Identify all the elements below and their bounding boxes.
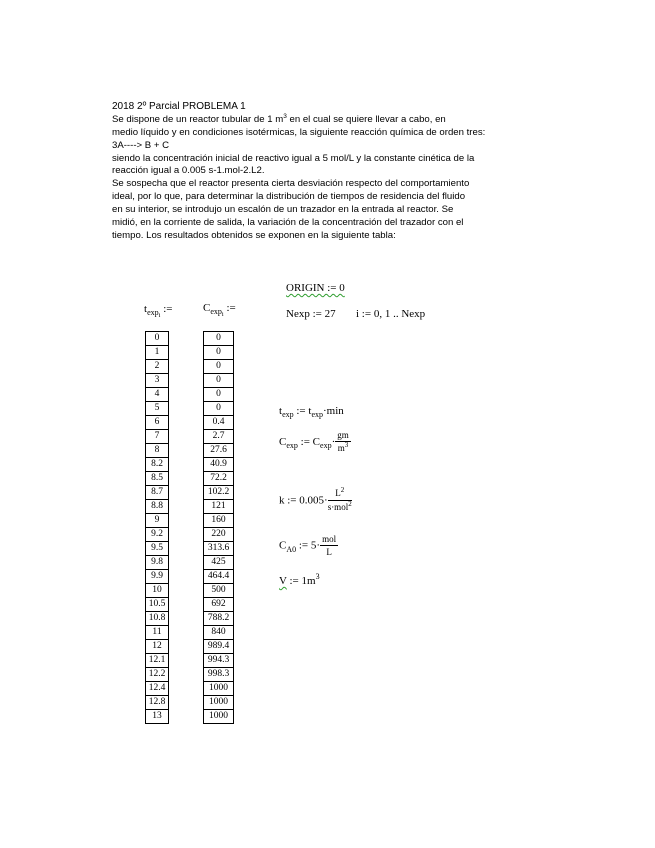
c_exp-cell[interactable]: 464.4 xyxy=(204,570,234,584)
t_exp-cell[interactable]: 7 xyxy=(146,430,169,444)
t_exp-cell[interactable]: 11 xyxy=(146,626,169,640)
t-exp-header[interactable]: $t_{exp_i}$ := xyxy=(144,303,173,319)
t_exp-row xyxy=(146,640,169,654)
c_exp-cell[interactable]: 27.6 xyxy=(204,444,234,458)
t_exp-row xyxy=(146,668,169,682)
c_exp-cell[interactable]: 1000 xyxy=(204,696,234,710)
c_exp-cell[interactable]: 989.4 xyxy=(204,640,234,654)
c_exp-cell[interactable]: 1000 xyxy=(204,682,234,696)
c_exp-row xyxy=(204,486,234,500)
t_exp-row xyxy=(146,346,169,360)
t_exp-row xyxy=(146,416,169,430)
c_exp-row xyxy=(204,556,234,570)
problem-line-8: en su interior, se introdujo un escalón de un trazador en la entrada al reactor. Se xyxy=(112,204,454,216)
t_exp-row xyxy=(146,710,169,724)
problem-line-10: tiempo. Los resultados obtenidos se exponen en la siguiente tabla: xyxy=(112,229,396,241)
t_exp-row xyxy=(146,500,169,514)
t_exp-row xyxy=(146,682,169,696)
problem-line-1: Se dispone de un reactor tubular de 1 $m^3$ en el cual se quiere llevar a cabo, en xyxy=(112,112,446,125)
c-exp-units[interactable]: $C_{exp}$ := $C_{exp}\cdot$ $\frac{gm}{m^3}$ xyxy=(279,430,349,453)
t_exp-cell[interactable]: 13 xyxy=(146,710,169,724)
reaction-equation: 3A----> B + C xyxy=(112,139,170,151)
t-exp-units[interactable]: $t_{exp}$ := $t_{exp}\cdot\min$ xyxy=(279,405,344,419)
t_exp-cell[interactable]: 12 xyxy=(146,640,169,654)
t_exp-cell[interactable]: 12.1 xyxy=(146,654,169,668)
c_exp-row xyxy=(204,612,234,626)
c_exp-row xyxy=(204,444,234,458)
c_exp-cell[interactable]: 2.7 xyxy=(204,430,234,444)
ca0-fraction: $\frac{\text{mol}}{L}$ xyxy=(322,534,337,557)
problem-line-7: ideal, por lo que, para determinar la distribución de tiempos de residencia del fluido xyxy=(112,191,466,203)
c_exp-cell[interactable]: 72.2 xyxy=(204,472,234,486)
c_exp-cell[interactable]: 0 xyxy=(204,388,234,402)
t_exp-row xyxy=(146,472,169,486)
c_exp-cell[interactable]: 500 xyxy=(204,584,234,598)
c_exp-cell[interactable]: 0 xyxy=(204,360,234,374)
c_exp-cell[interactable]: 0 xyxy=(204,374,234,388)
t_exp-row xyxy=(146,528,169,542)
c_exp-cell[interactable]: 0 xyxy=(204,346,234,360)
c_exp-cell[interactable]: 788.2 xyxy=(204,612,234,626)
t_exp-cell[interactable]: 10 xyxy=(146,584,169,598)
problem-line-5: reacción igual a 0.005 s-1.mol-2.L2. xyxy=(112,165,265,177)
c_exp-row xyxy=(204,584,234,598)
t_exp-cell[interactable]: 9.9 xyxy=(146,570,169,584)
c_exp-cell[interactable]: 220 xyxy=(204,528,234,542)
t_exp-row xyxy=(146,458,169,472)
c_exp-cell[interactable]: 40.9 xyxy=(204,458,234,472)
c_exp-row xyxy=(204,458,234,472)
t_exp-cell[interactable]: 9.2 xyxy=(146,528,169,542)
c_exp-row xyxy=(204,374,234,388)
c_exp-cell[interactable]: 121 xyxy=(204,500,234,514)
t_exp-cell[interactable]: 9.5 xyxy=(146,542,169,556)
c_exp-row xyxy=(204,402,234,416)
t_exp-cell[interactable]: 9 xyxy=(146,514,169,528)
c_exp-row xyxy=(204,640,234,654)
t_exp-row xyxy=(146,486,169,500)
t_exp-row xyxy=(146,570,169,584)
c_exp-row xyxy=(204,570,234,584)
c_exp-row xyxy=(204,682,234,696)
problem-line-4: siendo la concentración inicial de reactivo igual a 5 mol/L y la constante cinética de la xyxy=(112,152,475,164)
nexp-definition[interactable]: Nexp := 27 xyxy=(286,308,336,320)
c-unit-fraction: $\frac{gm}{m^3}$ xyxy=(337,430,349,453)
c_exp-row xyxy=(204,654,234,668)
t_exp-cell[interactable]: 9.8 xyxy=(146,556,169,570)
t_exp-row xyxy=(146,388,169,402)
t_exp-row xyxy=(146,430,169,444)
t_exp-cell[interactable]: 10.5 xyxy=(146,598,169,612)
c_exp-cell[interactable]: 1000 xyxy=(204,710,234,724)
t_exp-row xyxy=(146,542,169,556)
c-exp-table[interactable] xyxy=(203,331,234,724)
c_exp-cell[interactable]: 160 xyxy=(204,514,234,528)
c_exp-row xyxy=(204,500,234,514)
t_exp-row xyxy=(146,584,169,598)
t_exp-row xyxy=(146,626,169,640)
c_exp-row xyxy=(204,668,234,682)
t_exp-cell[interactable]: 12.2 xyxy=(146,668,169,682)
t_exp-row xyxy=(146,612,169,626)
c_exp-row xyxy=(204,360,234,374)
origin-definition[interactable]: ORIGIN := 0 xyxy=(286,282,345,294)
t_exp-row xyxy=(146,598,169,612)
c_exp-row xyxy=(204,332,234,346)
c_exp-row xyxy=(204,710,234,724)
range-definition[interactable]: i := 0, 1 .. Nexp xyxy=(356,308,426,320)
c_exp-row xyxy=(204,598,234,612)
k-definition[interactable]: k := 0.005· $\frac{L^2}{s\cdot mol^2}$ xyxy=(279,486,352,512)
t_exp-cell[interactable]: 12.4 xyxy=(146,682,169,696)
c_exp-cell[interactable]: 0 xyxy=(204,332,234,346)
problem-title: 2018 2º Parcial PROBLEMA 1 xyxy=(112,101,246,112)
volume-definition[interactable]: V := $1m^3$ xyxy=(279,572,320,587)
problem-line-2: medio líquido y en condiciones isotérmicas, la siguiente reacción química de orden tres: xyxy=(112,126,486,138)
c_exp-row xyxy=(204,528,234,542)
t_exp-cell[interactable]: 4 xyxy=(146,388,169,402)
t_exp-cell[interactable]: 10.8 xyxy=(146,612,169,626)
t_exp-row xyxy=(146,654,169,668)
c_exp-row xyxy=(204,416,234,430)
c_exp-row xyxy=(204,696,234,710)
t_exp-row xyxy=(146,696,169,710)
t_exp-cell[interactable]: 2 xyxy=(146,360,169,374)
c_exp-row xyxy=(204,430,234,444)
t_exp-cell[interactable]: 8.7 xyxy=(146,486,169,500)
c_exp-cell[interactable]: 840 xyxy=(204,626,234,640)
c_exp-cell[interactable]: 102.2 xyxy=(204,486,234,500)
t_exp-row xyxy=(146,332,169,346)
t_exp-row xyxy=(146,514,169,528)
t_exp-cell[interactable]: 3 xyxy=(146,374,169,388)
t_exp-row xyxy=(146,374,169,388)
t_exp-cell[interactable]: 8.2 xyxy=(146,458,169,472)
c_exp-row xyxy=(204,514,234,528)
ca0-definition[interactable]: $C_{A0}$ := 5· $\frac{\text{mol}}{L}$ xyxy=(279,534,337,557)
c_exp-cell[interactable]: 994.3 xyxy=(204,654,234,668)
c_exp-cell[interactable]: 0.4 xyxy=(204,416,234,430)
c_exp-row xyxy=(204,542,234,556)
c_exp-row xyxy=(204,472,234,486)
c_exp-cell[interactable]: 425 xyxy=(204,556,234,570)
t-exp-table[interactable] xyxy=(145,331,169,724)
t_exp-cell[interactable]: 6 xyxy=(146,416,169,430)
t_exp-row xyxy=(146,360,169,374)
c_exp-row xyxy=(204,346,234,360)
t_exp-cell[interactable]: 12.8 xyxy=(146,696,169,710)
t_exp-cell[interactable]: 8.8 xyxy=(146,500,169,514)
c-exp-header[interactable]: $C_{exp_i}$ := xyxy=(203,302,236,318)
t_exp-cell[interactable]: 0 xyxy=(146,332,169,346)
t_exp-row xyxy=(146,402,169,416)
problem-line-6: Se sospecha que el reactor presenta cierta desviación respecto del comportamiento xyxy=(112,178,470,190)
t_exp-row xyxy=(146,444,169,458)
t_exp-cell[interactable]: 5 xyxy=(146,402,169,416)
c_exp-cell[interactable]: 998.3 xyxy=(204,668,234,682)
c_exp-row xyxy=(204,626,234,640)
problem-line-9: midió, en la corriente de salida, la variación de la concentración del trazador con el xyxy=(112,217,464,229)
t_exp-cell[interactable]: 8 xyxy=(146,444,169,458)
c_exp-cell[interactable]: 692 xyxy=(204,598,234,612)
t_exp-row xyxy=(146,556,169,570)
problem-statement xyxy=(112,101,512,243)
c_exp-cell[interactable]: 0 xyxy=(204,402,234,416)
t_exp-cell[interactable]: 8.5 xyxy=(146,472,169,486)
c_exp-cell[interactable]: 313.6 xyxy=(204,542,234,556)
k-fraction: $\frac{L^2}{s\cdot mol^2}$ xyxy=(327,486,352,512)
t_exp-cell[interactable]: 1 xyxy=(146,346,169,360)
c_exp-row xyxy=(204,388,234,402)
